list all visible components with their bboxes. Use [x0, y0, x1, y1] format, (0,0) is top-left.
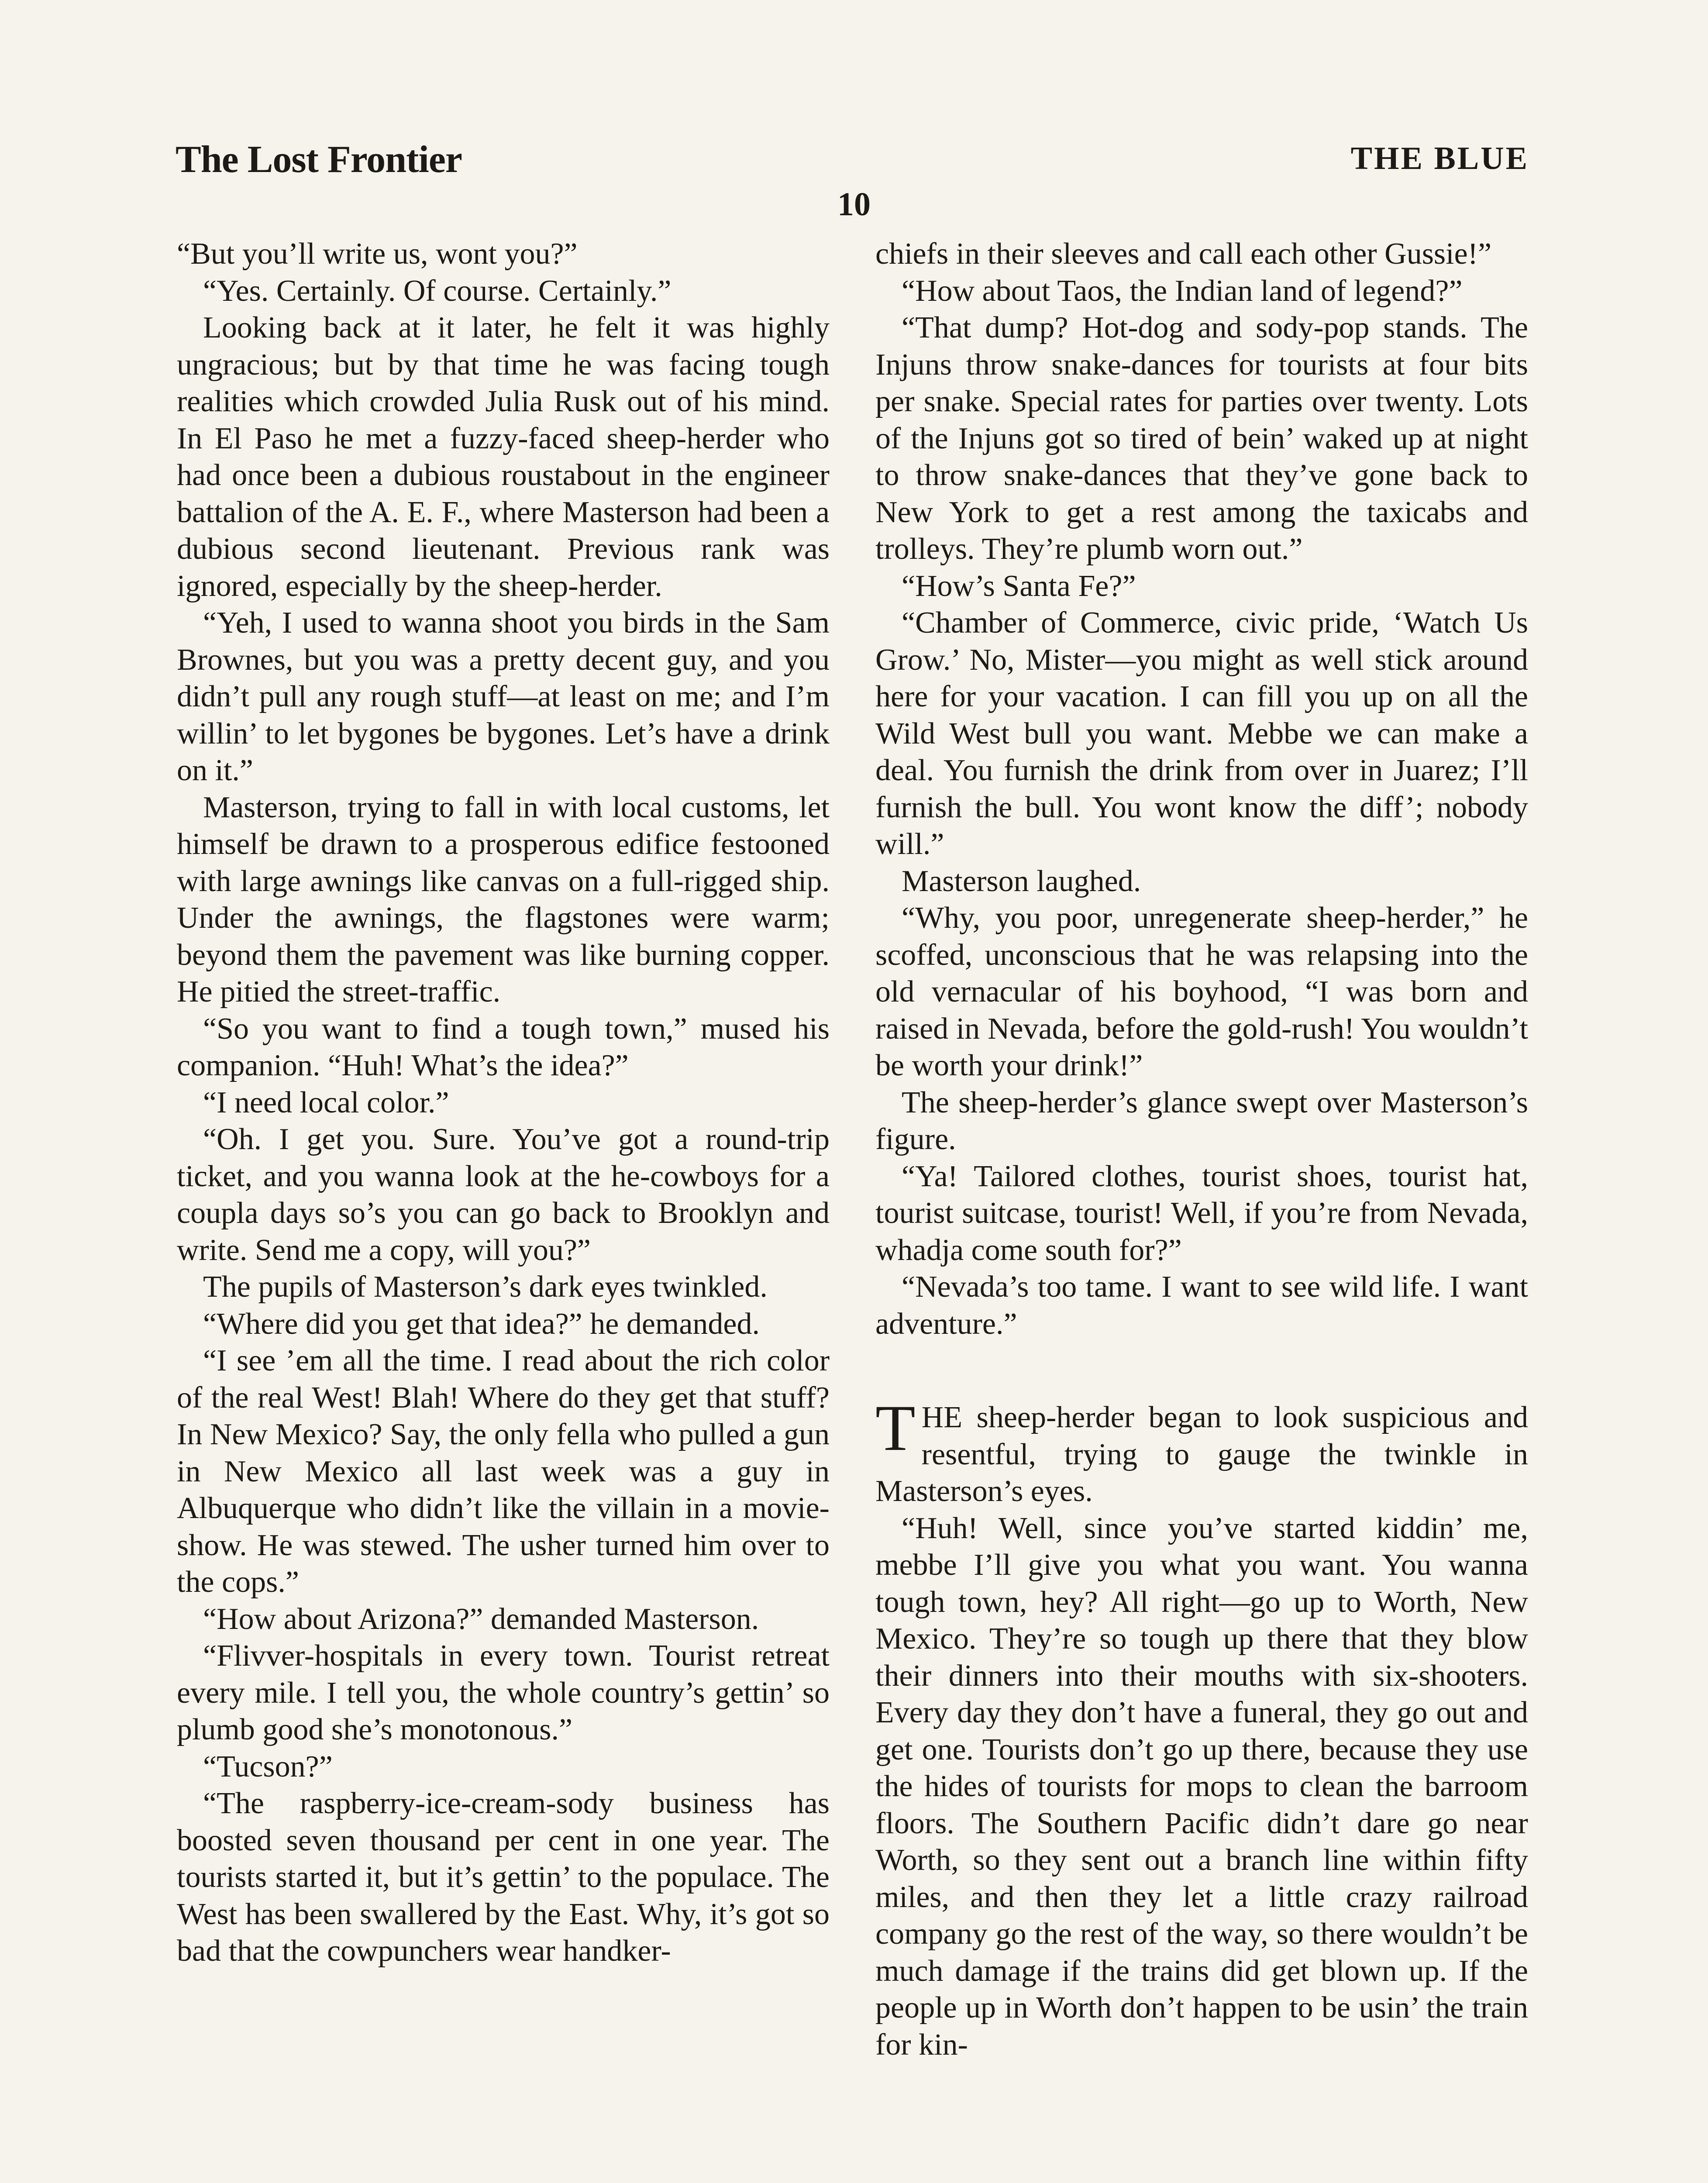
paragraph: “So you want to find a tough town,” mused his companion. “Huh! What’s the idea?”	[177, 1012, 830, 1082]
paragraph: “Flivver-hospitals in every town. Tourist retreat every mile. I tell you, the whole country’s gettin’ so plumb good she’s monotonous.”	[177, 1639, 830, 1746]
page-number: 10	[837, 186, 871, 223]
paragraph: The sheep-herder’s glance swept over Masterson’s figure.	[875, 1085, 1528, 1156]
paragraph: “Oh. I get you. Sure. You’ve got a round-trip ticket, and you wanna look at the he-cowboys for a coupla days so’s you can go back to Brooklyn and write. Send me a copy, will you?”	[177, 1122, 830, 1267]
paragraph: “Yeh, I used to wanna shoot you birds in the Sam Brownes, but you was a pretty decent guy, and you didn’t pull any rough stuff—at least on me; and I’m willin’ to let bygones be bygones. Let’s have a drink on it.”	[177, 606, 830, 787]
paragraph: The pupils of Masterson’s dark eyes twinkled.	[203, 1270, 768, 1304]
section-start-paragraph	[875, 1392, 1528, 1510]
paragraph: chiefs in their sleeves and call each other Gussie!”	[875, 237, 1492, 271]
paragraph: Looking back at it later, he felt it was highly ungracious; but by that time he was facing tough realities which crowded Julia Rusk out of his mind. In El Paso he met a fuzzy-faced sheep-herder who had once been a dubious roustabout in the engineer battalion of the A. E. F., where Masterson had been a dubious second lieutenant. Previous rank was ignored, especially by the sheep-herder.	[177, 311, 830, 603]
paragraph: “How about Taos, the Indian land of legend?”	[902, 274, 1463, 308]
paragraph: “Ya! Tailored clothes, tourist shoes, tourist hat, tourist suitcase, tourist! Well, if you’re from Nevada, whadja come south for?”	[875, 1159, 1528, 1267]
drop-cap: T	[875, 1392, 916, 1464]
paragraph: “But you’ll write us, wont you?”	[177, 237, 578, 271]
paragraph: “Huh! Well, since you’ve started kiddin’ me, mebbe I’ll give you what you want. You wanna tough town, hey? All right—go up to Worth, New Mexico. They’re so tough up there that they blow their dinners into their mouths with six-shooters. Every day they don’t have a funeral, they go out and get one. Tourists don’t go up there, because they use the hides of tourists for mops to clean the barroom floors. The Southern Pacific didn’t dare go near Worth, so they sent out a branch line within fifty miles, and then they let a little crazy railroad company go the rest of the way, so there wouldn’t be much damage if the trains did get blown up. If the people up in Worth don’t happen to be usin’ the train for kin-	[875, 1511, 1528, 2062]
paragraph: “Where did you get that idea?” he demanded.	[203, 1307, 760, 1341]
magazine-name: THE BLUE	[1350, 141, 1529, 176]
paragraph: “Chamber of Commerce, civic pride, ‘Watch Us Grow.’ No, Mister—you might as well stick around here for your vacation. I can fill you up on all the Wild West bull you want. Mebbe we can make a deal. You furnish the drink from over in Juarez; I’ll furnish the bull. You wont know the diff’; nobody will.”	[875, 606, 1528, 861]
paragraph: “I need local color.”	[203, 1085, 449, 1119]
right-column	[875, 236, 1528, 2063]
left-column	[177, 236, 830, 1970]
paragraph: “Nevada’s too tame. I want to see wild life. I want adventure.”	[875, 1270, 1528, 1341]
paragraph: “Yes. Certainly. Of course. Certainly.”	[203, 274, 671, 308]
paragraph: “How’s Santa Fe?”	[902, 569, 1136, 603]
paragraph: “That dump? Hot-dog and sody-pop stands. The Injuns throw snake-dances for tourists at four bits per snake. Special rates for parties over twenty. Lots of the Injuns got so tired of bein’ waked up at night to throw snake-dances that they’ve gone back to New York to get a rest among the taxicabs and trolleys. They’re plumb worn out.”	[875, 311, 1528, 566]
paragraph: “The raspberry-ice-cream-sody business has boosted seven thousand per cent in one year. The tourists started it, but it’s gettin’ to the populace. The West has been swallered by the East. Why, it’s got so bad that the cowpunchers wear handker-	[177, 1787, 830, 1968]
page-header	[176, 138, 1529, 190]
paragraph: Masterson, trying to fall in with local customs, let himself be drawn to a prosperous edifice festooned with large awnings like canvas on a full-rigged ship. Under the awnings, the flagstones were warm; beyond them the pavement was like burning copper. He pitied the street-traffic.	[177, 790, 830, 1009]
paragraph: “How about Arizona?” demanded Masterson.	[203, 1602, 759, 1636]
paragraph: Masterson laughed.	[902, 864, 1141, 898]
paragraph: “Why, you poor, unregenerate sheep-herder,” he scoffed, unconscious that he was relapsing into the old vernacular of his boyhood, “I was born and raised in Nevada, before the gold-rush! You wouldn’t be worth your drink!”	[875, 901, 1528, 1082]
paragraph: “Tucson?”	[203, 1749, 333, 1784]
section-start-text: HE sheep-herder began to look suspicious and resentful, trying to gauge the twinkle in Masterson’s eyes.	[875, 1401, 1528, 1508]
running-title: The Lost Frontier	[176, 138, 462, 181]
paragraph: “I see ’em all the time. I read about the rich color of the real West! Blah! Where do they get that stuff? In New Mexico? Say, the only fella who pulled a gun in New Mexico all last week was a guy in Albuquerque who didn’t like the villain in a movie-show. He was stewed. The usher turned him over to the cops.”	[177, 1344, 830, 1599]
